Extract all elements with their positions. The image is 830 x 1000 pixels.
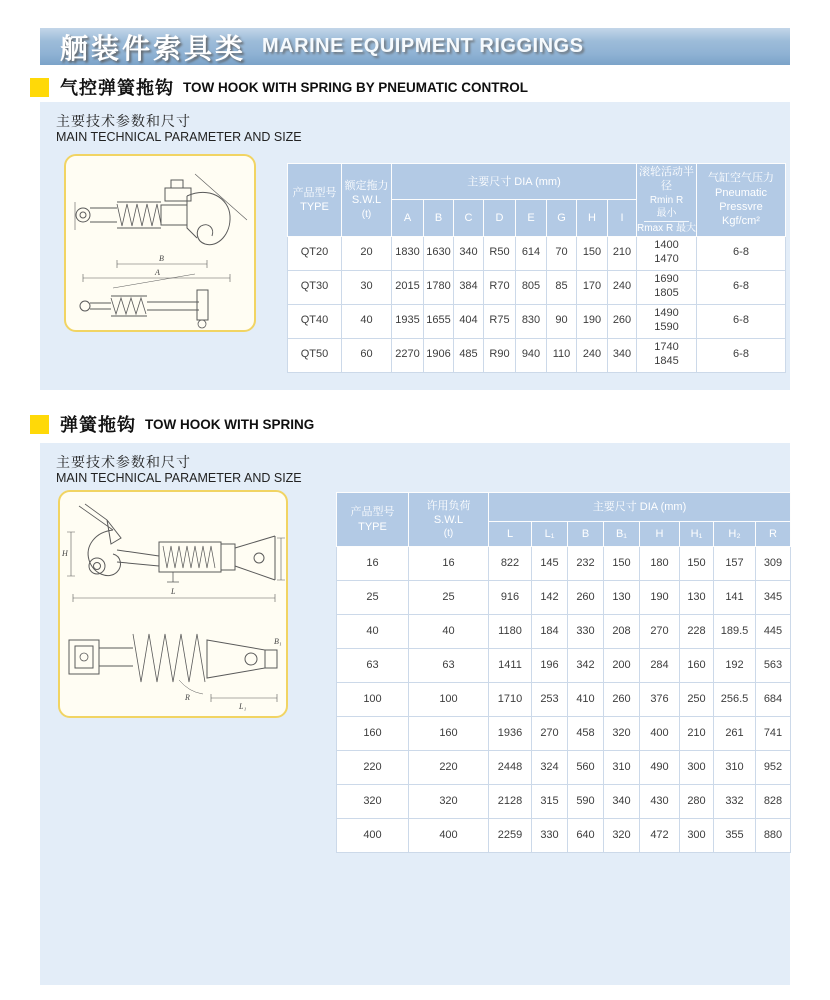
table-row [288,270,786,304]
table-cell: 472 [640,819,680,853]
table-cell: 1830 [392,236,424,270]
col-header-dim: B₁ [604,522,640,547]
table-cell: 142 [532,581,568,615]
table-cell: 130 [680,581,714,615]
table-cell: 330 [532,819,568,853]
table-cell: 189.5 [714,615,756,649]
table-cell: 563 [756,649,791,683]
table-cell: 232 [568,547,604,581]
table-cell: 284 [640,649,680,683]
col-header-dim: D [484,200,516,236]
table-cell: 2448 [489,751,532,785]
table-cell: 828 [756,785,791,819]
table-cell: 160 [680,649,714,683]
page-banner [40,28,790,65]
table-cell: 25 [409,581,489,615]
col-header-dim: B [568,522,604,547]
table-cell: 16 [337,547,409,581]
table-cell: 410 [568,683,604,717]
section2-subtitle-en: MAIN TECHNICAL PARAMETER AND SIZE [56,471,302,485]
table-cell: 684 [756,683,791,717]
col-header-dim: H₁ [680,522,714,547]
col-header-dim: G [547,200,577,236]
table-row [337,751,791,785]
table-cell: 404 [454,304,484,338]
table-cell: 100 [337,683,409,717]
yellow-bullet-icon [30,78,49,97]
table-cell: 309 [756,547,791,581]
section1-title-en: TOW HOOK WITH SPRING BY PNEUMATIC CONTROL [183,79,528,95]
dim-label-b1: B₁ [274,637,282,646]
table-cell: 430 [640,785,680,819]
col-header-dim: H₂ [714,522,756,547]
table-cell: 160 [409,717,489,751]
table-cell: 310 [714,751,756,785]
table-cell: 180 [640,547,680,581]
table-cell: 300 [680,751,714,785]
table-cell: 240 [577,338,608,372]
table-cell: 260 [604,683,640,717]
table-cell: 110 [547,338,577,372]
section1-subtitle-zh: 主要技术参数和尺寸 [56,113,191,129]
table-cell: 1935 [392,304,424,338]
table-cell: 150 [577,236,608,270]
section2-title-zh: 弹簧拖钩 [60,415,136,435]
table-cell: R70 [484,270,516,304]
table-cell: 190 [640,581,680,615]
table-cell: 400 [409,819,489,853]
table-cell: 1780 [424,270,454,304]
table-cell: 320 [604,717,640,751]
dim-label-b: B [159,254,164,263]
table-cell: 342 [568,649,604,683]
table-cell: 210 [680,717,714,751]
table-cell: 184 [532,615,568,649]
table-cell: 400 [640,717,680,751]
table-cell: 490 [640,751,680,785]
table-cell: 260 [568,581,604,615]
table-cell: 130 [604,581,640,615]
table-cell: 310 [604,751,640,785]
table-cell: 2259 [489,819,532,853]
banner-title-zh: 舾装件索具类 [60,32,247,64]
col-header-dim: L₁ [532,522,568,547]
table-row [337,581,791,615]
section2-heading [30,411,314,437]
table-cell: 330 [568,615,604,649]
col-header-dim: R [756,522,791,547]
table-cell: 190 [577,304,608,338]
table-cell: 6-8 [697,304,786,338]
table-cell: 1630 [424,236,454,270]
table-cell: 261 [714,717,756,751]
table-cell: 63 [409,649,489,683]
col-header-pneumatic-pressure: 气缸空气压力 Pneumatic Pressvre Kgf/cm² [697,164,786,237]
table-cell: 253 [532,683,568,717]
col-header-dims-group: 主要尺寸 DIA (mm) [489,493,791,522]
dim-label-a: A [155,268,160,277]
table-row [288,236,786,270]
table-cell: 280 [680,785,714,819]
table-cell: 1180 [489,615,532,649]
table-cell: 315 [532,785,568,819]
table-cell: 256.5 [714,683,756,717]
pneumatic-tow-hook-table-body [288,236,786,372]
spring-tow-hook-table-body [337,547,791,853]
table-cell: 1690 1805 [637,270,697,304]
table-cell: R90 [484,338,516,372]
col-header-dim: E [516,200,547,236]
section2-title-en: TOW HOOK WITH SPRING [145,416,315,432]
table-row [337,615,791,649]
section2-subtitle-zh: 主要技术参数和尺寸 [56,454,191,470]
tow-hook-drawing-2 [61,494,285,712]
table-cell: QT50 [288,338,342,372]
section1-heading [30,74,528,100]
table-cell: 300 [680,819,714,853]
table-cell: QT30 [288,270,342,304]
table-cell: 1710 [489,683,532,717]
table-cell: 208 [604,615,640,649]
table-cell: 210 [608,236,637,270]
table-cell: 2128 [489,785,532,819]
pneumatic-tow-hook-table [287,163,786,373]
table-cell: 220 [409,751,489,785]
table-cell: 220 [337,751,409,785]
table-cell: 640 [568,819,604,853]
table-cell: 1400 1470 [637,236,697,270]
table-cell: 384 [454,270,484,304]
table-cell: 340 [604,785,640,819]
technical-drawing-pneumatic-tow-hook [64,154,256,332]
table-cell: QT20 [288,236,342,270]
table-cell: 822 [489,547,532,581]
table-cell: 1655 [424,304,454,338]
table-cell: 916 [489,581,532,615]
table-cell: 100 [409,683,489,717]
table-cell: 20 [342,236,392,270]
yellow-bullet-icon [30,415,49,434]
col-header-dim: H [640,522,680,547]
table-row [337,547,791,581]
banner-title-en: MARINE EQUIPMENT RIGGINGS [262,35,584,57]
table-row [288,338,786,372]
table-cell: 250 [680,683,714,717]
table-cell: 830 [516,304,547,338]
table-cell: 560 [568,751,604,785]
table-cell: 940 [516,338,547,372]
section1-panel [40,102,790,390]
table-cell: 40 [337,615,409,649]
table-cell: 340 [608,338,637,372]
table-cell: 6-8 [697,338,786,372]
table-cell: 192 [714,649,756,683]
table-cell: 458 [568,717,604,751]
dim-label-l1: L₁ [239,702,247,711]
table-cell: R75 [484,304,516,338]
table-cell: 741 [756,717,791,751]
table-cell: 30 [342,270,392,304]
table-cell: 40 [409,615,489,649]
table-cell: 16 [409,547,489,581]
table-cell: 1490 1590 [637,304,697,338]
table-cell: 340 [454,236,484,270]
table-cell: 6-8 [697,236,786,270]
section2-panel [40,443,790,985]
dim-label-l: L [171,587,176,596]
col-header-type: 产品型号 TYPE [288,164,342,237]
col-header-type: 产品型号 TYPE [337,493,409,547]
table-row [337,785,791,819]
table-row [337,717,791,751]
section1-subtitle-en: MAIN TECHNICAL PARAMETER AND SIZE [56,130,302,144]
table-cell: 320 [337,785,409,819]
table-cell: 1906 [424,338,454,372]
table-cell: 260 [608,304,637,338]
table-cell: 90 [547,304,577,338]
table-cell: 196 [532,649,568,683]
col-header-dim: B [424,200,454,236]
table-cell: 2015 [392,270,424,304]
table-cell: 270 [640,615,680,649]
technical-drawing-spring-tow-hook [58,490,288,718]
table-cell: 445 [756,615,791,649]
table-cell: 320 [604,819,640,853]
table-cell: 141 [714,581,756,615]
table-cell: 485 [454,338,484,372]
table-cell: 270 [532,717,568,751]
table-row [337,649,791,683]
table-cell: 355 [714,819,756,853]
spring-tow-hook-table [336,492,791,853]
table-cell: 145 [532,547,568,581]
table-cell: 170 [577,270,608,304]
table-cell: 63 [337,649,409,683]
table-cell: 614 [516,236,547,270]
col-header-dim: I [608,200,637,236]
table-cell: 1411 [489,649,532,683]
table-cell: 160 [337,717,409,751]
table-cell: 25 [337,581,409,615]
table-cell: 150 [604,547,640,581]
table-cell: 157 [714,547,756,581]
table-row [337,683,791,717]
col-header-roller-radius: 滚轮活动半径 Rmin R 最小 Rmax R 最大 [637,164,697,237]
table-cell: 60 [342,338,392,372]
table-cell: 805 [516,270,547,304]
col-header-dim: H [577,200,608,236]
table-cell: 590 [568,785,604,819]
table-cell: QT40 [288,304,342,338]
section1-title-zh: 气控弹簧拖钩 [60,78,174,98]
table-cell: 1936 [489,717,532,751]
dim-label-r: R [185,693,190,702]
table-cell: 332 [714,785,756,819]
col-header-dims-group: 主要尺寸 DIA (mm) [392,164,637,200]
col-header-dim: L [489,522,532,547]
table-cell: 345 [756,581,791,615]
table-cell: 2270 [392,338,424,372]
table-cell: 6-8 [697,270,786,304]
dim-label-h: H [62,549,68,558]
table-cell: 880 [756,819,791,853]
table-cell: 40 [342,304,392,338]
col-header-swl: 额定拖力 S.W.L (t) [342,164,392,237]
table-row [337,819,791,853]
table-cell: 150 [680,547,714,581]
table-cell: 400 [337,819,409,853]
table-cell: 376 [640,683,680,717]
table-cell: 200 [604,649,640,683]
col-header-dim: A [392,200,424,236]
table-cell: R50 [484,236,516,270]
table-cell: 320 [409,785,489,819]
table-cell: 952 [756,751,791,785]
table-cell: 1740 1845 [637,338,697,372]
table-cell: 228 [680,615,714,649]
table-cell: 240 [608,270,637,304]
tow-hook-drawing-1 [67,158,253,330]
table-cell: 85 [547,270,577,304]
table-cell: 324 [532,751,568,785]
col-header-dim: C [454,200,484,236]
table-cell: 70 [547,236,577,270]
col-header-swl: 许用负荷 S.W.L (t) [409,493,489,547]
table-row [288,304,786,338]
